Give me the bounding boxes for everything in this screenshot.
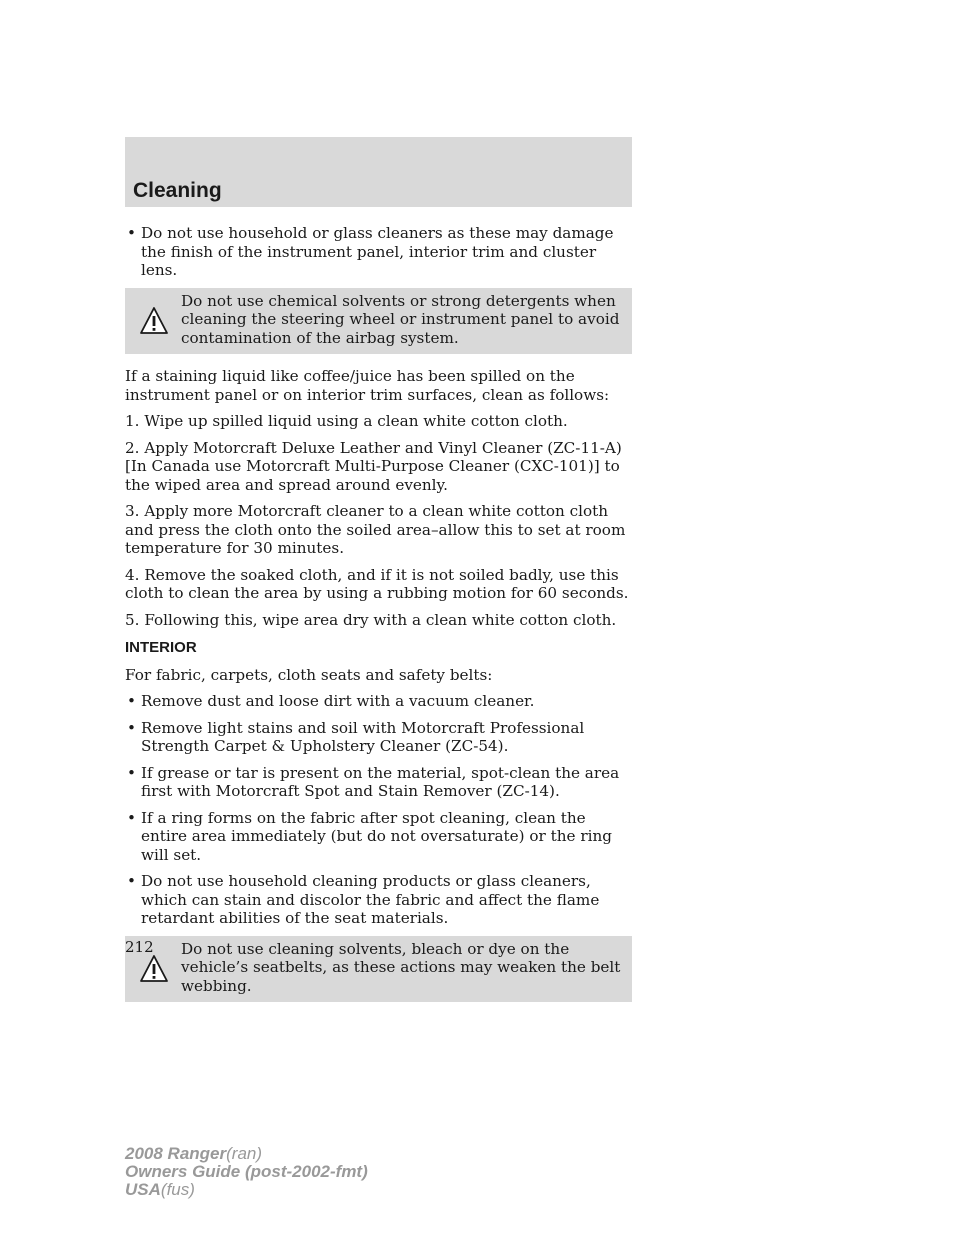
warning-box [125, 936, 632, 1003]
bullet-text: Do not use household or glass cleaners as these may damage the finish of the instrument panel, interior trim and cluster lens. [141, 224, 614, 279]
footer-line-3 [125, 1181, 368, 1199]
page-content [125, 224, 632, 1015]
bullet-marker: • [127, 872, 136, 890]
footer-model-code: (ran) [226, 1144, 263, 1163]
step-5: 5. Following this, wipe area dry with a clean white cotton cloth. [125, 610, 617, 629]
interior-intro: For fabric, carpets, cloth seats and safety belts: [125, 665, 493, 684]
warning-triangle-icon [139, 306, 169, 336]
interior-heading: INTERIOR [125, 639, 197, 656]
list-item [125, 224, 632, 280]
list-item [125, 872, 632, 928]
list-item [125, 809, 632, 865]
step-1: 1. Wipe up spilled liquid using a clean white cotton cloth. [125, 412, 568, 430]
section-header [125, 137, 632, 207]
list-item [125, 719, 632, 756]
step-4: 4. Remove the soaked cloth, and if it is not soiled badly, use this cloth to clean the area by using a rubbing motion for 60 seconds. [125, 565, 629, 602]
footer-market: USA [125, 1180, 161, 1199]
list-item [125, 764, 632, 801]
section-title: Cleaning [133, 179, 222, 202]
bullet-marker: • [127, 692, 136, 710]
warning-triangle-icon [139, 954, 169, 984]
bullet-text: Remove light stains and soil with Motorcraft Professional Strength Carpet & Upholstery Cleaner (ZC-54). [141, 718, 585, 755]
paragraph-intro: If a staining liquid like coffee/juice has been spilled on the instrument panel or on interior trim surfaces, clean as follows: [125, 367, 610, 404]
step-2: 2. Apply Motorcraft Deluxe Leather and Vinyl Cleaner (ZC-11-A) [In Canada use Motorcraft Multi-Purpose Cleaner (CXC-101)] to the wiped area and spread around evenly. [125, 438, 622, 494]
footer-line-2 [125, 1163, 368, 1181]
bullet-text: Remove dust and loose dirt with a vacuum cleaner. [141, 692, 535, 710]
footer-line-1 [125, 1145, 368, 1163]
bullet-text: If grease or tar is present on the material, spot-clean the area first with Motorcraft Spot and Stain Remover (ZC-14). [141, 763, 620, 800]
bullet-marker: • [127, 224, 136, 242]
page-number: 212 [125, 938, 154, 956]
list-item [125, 692, 632, 711]
bullet-marker: • [127, 718, 136, 737]
footer-market-code: (fus) [160, 1180, 195, 1199]
bullet-text: If a ring forms on the fabric after spot cleaning, clean the entire area immediately (but do not oversaturate) or the ring will set. [141, 808, 612, 864]
warning-text: Do not use cleaning solvents, bleach or dye on the vehicle’s seatbelts, as these actions may weaken the belt webbing. [181, 939, 621, 995]
warning-box [125, 288, 632, 355]
footer-model: 2008 Ranger [125, 1144, 227, 1163]
bullet-marker: • [127, 808, 136, 827]
document-footer [125, 1145, 368, 1199]
bullet-marker: • [127, 763, 136, 782]
warning-text: Do not use chemical solvents or strong detergents when cleaning the steering wheel or instrument panel to avoid contamination of the airbag system. [181, 291, 620, 347]
step-3: 3. Apply more Motorcraft cleaner to a clean white cotton cloth and press the cloth onto the soiled area–allow this to set at room temperature for 30 minutes. [125, 502, 626, 557]
bullet-text: Do not use household cleaning products or glass cleaners, which can stain and discolor the fabric and affect the flame retardant abilities of the seat materials. [141, 872, 600, 927]
footer-guide: Owners Guide (post-2002-fmt) [125, 1162, 368, 1181]
